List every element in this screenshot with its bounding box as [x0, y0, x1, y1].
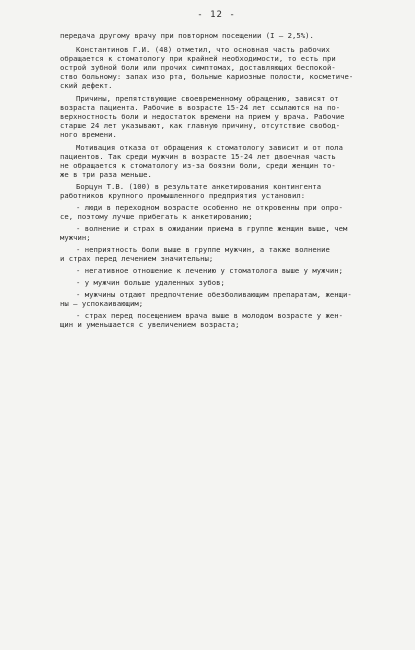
- text-line: возраста пациента. Рабочие в возрасте 15-24 лет ссылаются на по-: [60, 103, 341, 112]
- paragraph: [60, 245, 373, 263]
- text-line: и страх перед лечением значительны;: [60, 254, 214, 263]
- text-line: работников крупного промышленного предприятия установил:: [60, 191, 306, 200]
- page-number: - 12 -: [197, 10, 236, 20]
- paragraph: [60, 266, 373, 275]
- text-line: Константинов Г.И. (48) отметил, что основная часть рабочих: [76, 45, 330, 54]
- paragraph: [60, 31, 373, 40]
- text-line: же в три раза меньше.: [60, 170, 152, 179]
- text-line: Причины, препятствующие своевременному обращению, зависят от: [76, 94, 339, 103]
- text-line: ны – успокаивающим;: [60, 299, 144, 308]
- text-line: передача другому врачу при повторном посещении (I – 2,5%).: [60, 31, 314, 40]
- text-line: Мотивация отказа от обращения к стоматологу зависит и от пола: [76, 143, 344, 152]
- text-line: - мужчины отдают предпочтение обезболивающим препаратам, женщи-: [76, 290, 352, 299]
- paragraph: [60, 278, 373, 287]
- text-line: ного времени.: [60, 130, 117, 139]
- text-line: пациентов. Так среди мужчин в возрасте 15-24 лет двоечная часть: [60, 152, 336, 161]
- document-body: [60, 31, 373, 329]
- text-line: - волнение и страх в ожидании приема в группе женщин выше, чем: [76, 224, 348, 233]
- text-line: не обращается к стоматологу из-за боязни боли, среди женщин то-: [60, 161, 336, 170]
- text-line: ский дефект.: [60, 81, 113, 90]
- text-line: верхностность боли и недостаток времени на прием у врача. Рабочие: [60, 112, 345, 121]
- text-line: - негативное отношение к лечению у стоматолога выше у мужчин;: [76, 266, 344, 275]
- paragraph: [60, 143, 373, 179]
- paragraph: [60, 94, 373, 139]
- text-line: Борцун Т.В. (100) в результате анкетирования контингента: [76, 182, 322, 191]
- text-line: - люди в переходном возрасте особенно не откровенны при опро-: [76, 203, 344, 212]
- paragraph: [60, 311, 373, 329]
- text-line: старше 24 лет указывают, как главную причину, отсутствие свобод-: [60, 121, 341, 130]
- text-line: острой зубной боли или прочих симптомах, доставляющих беспокой-: [60, 63, 336, 72]
- paragraph: [60, 290, 373, 308]
- paragraph: [60, 182, 373, 200]
- text-line: ство больному: запах изо рта, больные кариозные полости, косметиче-: [60, 72, 354, 81]
- text-line: - страх перед посещением врача выше в молодом возрасте у жен-: [76, 311, 344, 320]
- paragraph: [60, 203, 373, 221]
- text-line: обращается к стоматологу при крайней необходимости, то есть при: [60, 54, 336, 63]
- paragraph: [60, 45, 373, 90]
- text-line: се, поэтому лучше прибегать к анкетированию;: [60, 212, 253, 221]
- text-line: мужчин;: [60, 233, 91, 242]
- paragraph: [60, 224, 373, 242]
- text-line: - у мужчин больше удаленных зубов;: [76, 278, 225, 287]
- text-line: - неприятность боли выше в группе мужчин, а также волнение: [76, 245, 330, 254]
- text-line: щин и уменьшается с увеличением возраста;: [60, 320, 240, 329]
